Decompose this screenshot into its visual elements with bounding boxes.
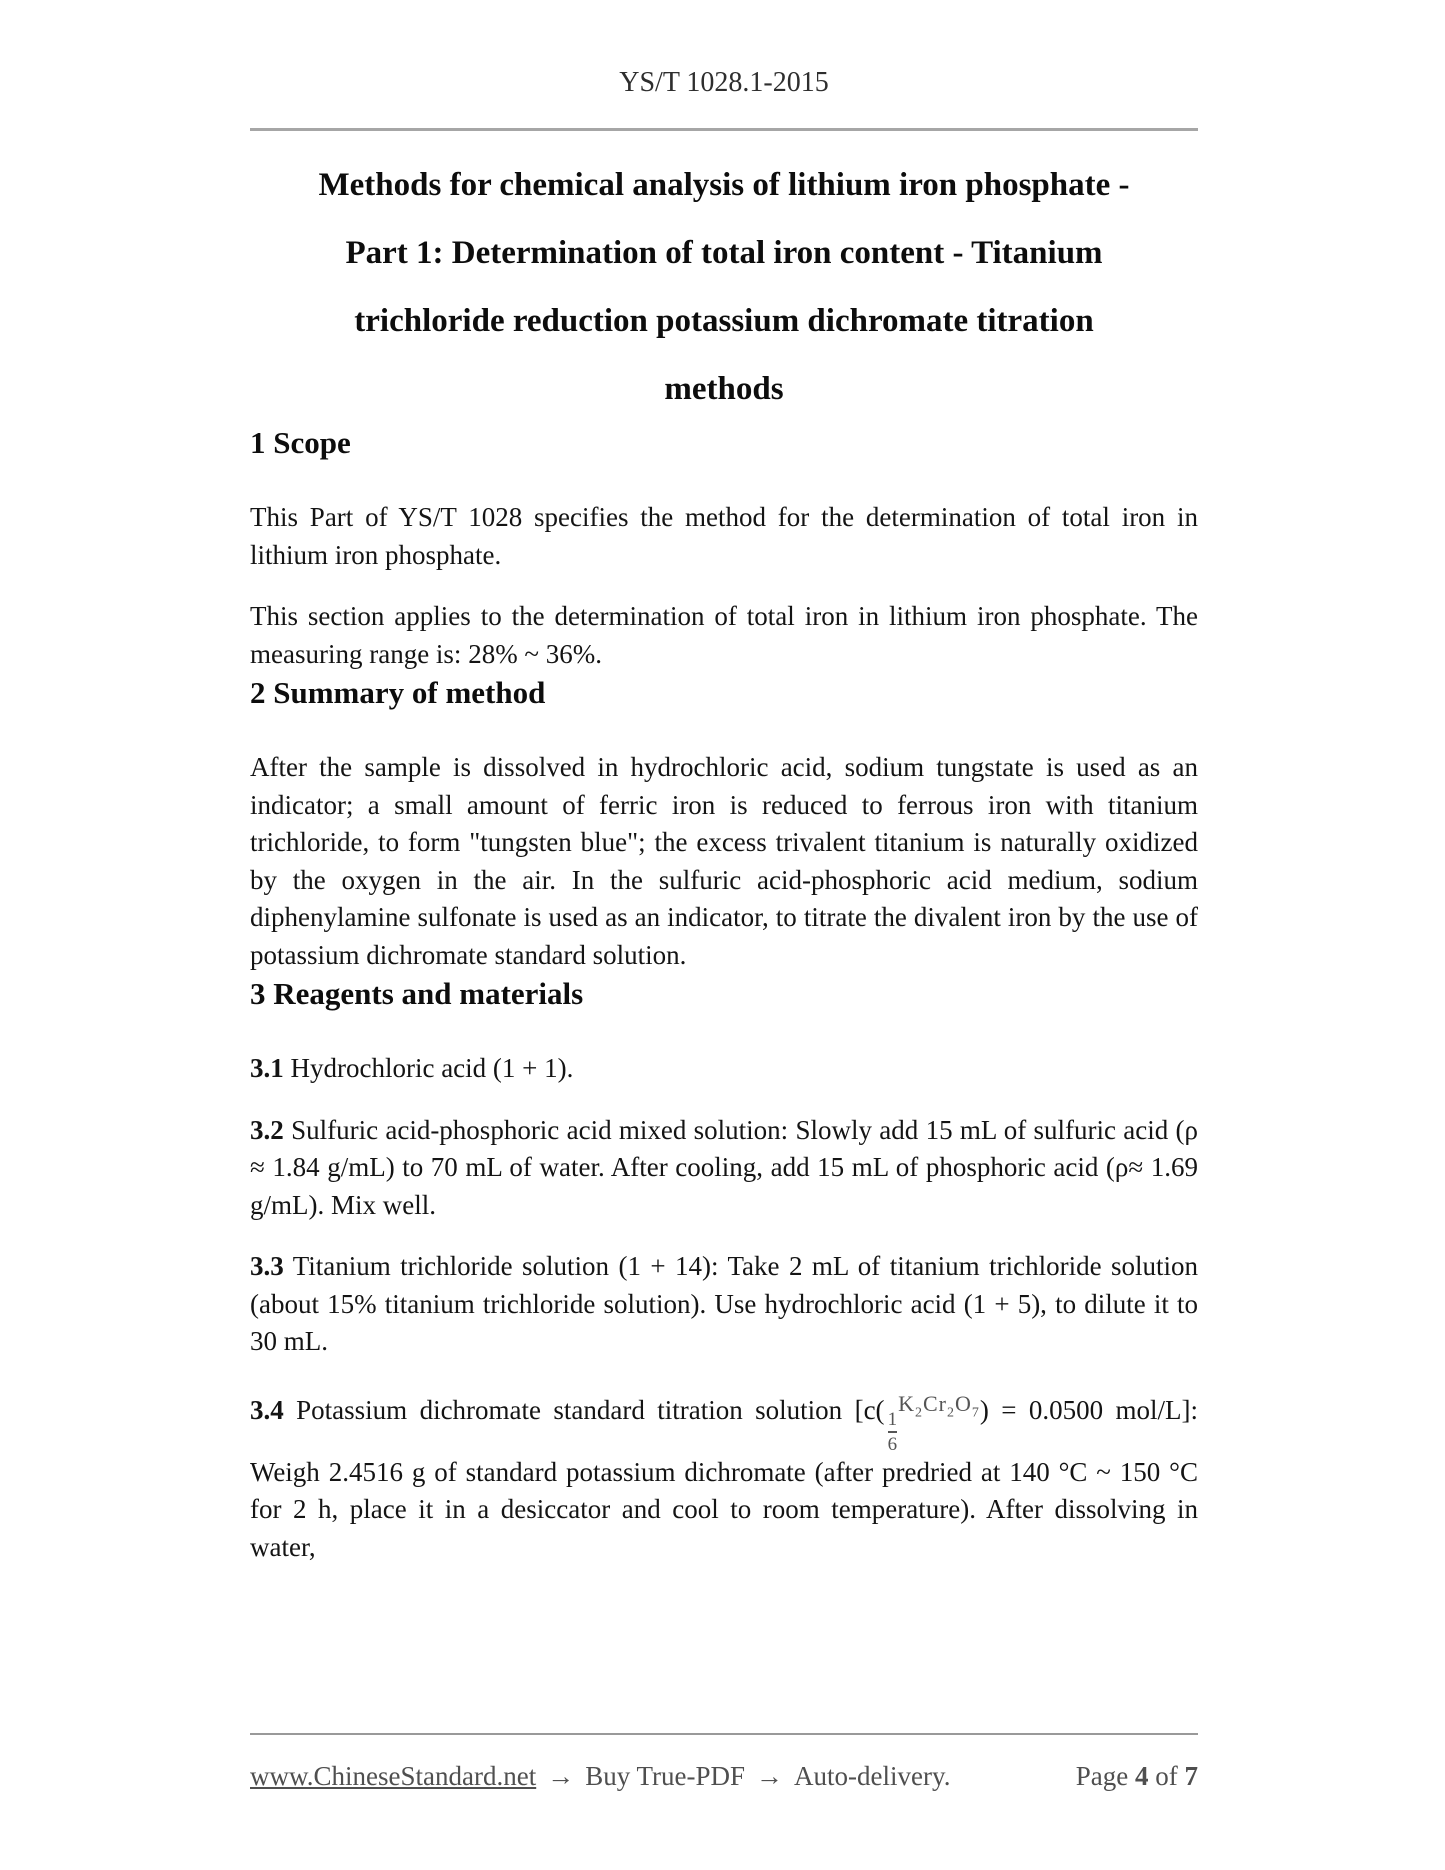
reagent-item-text: Sulfuric acid-phosphoric acid mixed solution: Slowly add 15 mL of sulfuric acid (ρ ≈ 1.84 g/mL) to 70 mL of water. After cooling, add 15 mL of phosphoric acid (ρ≈ 1.69 g/mL). Mix well. bbox=[250, 1114, 1199, 1220]
section-heading-scope: 1 Scope bbox=[250, 425, 351, 460]
page-footer bbox=[250, 1733, 1198, 1792]
page-of-label: of bbox=[1155, 1761, 1178, 1791]
reagent-item-3-4 bbox=[250, 1385, 1198, 1567]
scope-paragraph-1: This Part of YS/T 1028 specifies the method for the determination of total iron in lithium iron phosphate. bbox=[250, 502, 1198, 570]
reagent-item-number: 3.4 bbox=[250, 1394, 284, 1425]
reagent-item-3-2 bbox=[250, 1112, 1198, 1225]
document-title bbox=[250, 151, 1198, 423]
header-divider bbox=[250, 128, 1198, 131]
arrow-right-icon: → bbox=[547, 1761, 575, 1791]
chem-subscript: 7 bbox=[971, 1404, 980, 1420]
reagent-item-text: ) = 0.0500 mol/L]: bbox=[979, 1394, 1198, 1425]
fraction-bar bbox=[888, 1431, 898, 1433]
page-number: 4 bbox=[1135, 1761, 1149, 1791]
footer-left bbox=[250, 1761, 950, 1792]
chem-element: O bbox=[954, 1390, 972, 1416]
footer-row bbox=[250, 1761, 1198, 1792]
reagent-item-3-1 bbox=[250, 1050, 1198, 1088]
reagent-item-3-3 bbox=[250, 1248, 1198, 1361]
document-title-line: Part 1: Determination of total iron content - Titanium bbox=[345, 235, 1103, 271]
reagent-item-number: 3.3 bbox=[250, 1251, 284, 1281]
chem-element: K bbox=[898, 1390, 915, 1416]
reagent-item-number: 3.2 bbox=[250, 1114, 284, 1145]
document-title-line: trichloride reduction potassium dichromate titration bbox=[354, 303, 1094, 339]
document-title-line: methods bbox=[664, 371, 784, 407]
reagent-item-text: Hydrochloric acid (1 + 1). bbox=[290, 1053, 574, 1083]
reagent-item-text: Titanium trichloride solution (1 + 14): Take 2 mL of titanium trichloride solution (about 15% titanium trichloride solution). Use hydrochloric acid (1 + 5), to dilute it to 30 mL. bbox=[250, 1251, 1198, 1356]
footer-delivery-label: Auto-delivery. bbox=[794, 1761, 951, 1791]
chem-subscript: 2 bbox=[946, 1404, 955, 1420]
summary-paragraph: After the sample is dissolved in hydrochloric acid, sodium tungstate is used as an indicator; a small amount of ferric iron is reduced to ferrous iron with titanium trichloride, to form "tungsten blue"; the excess trivalent titanium is naturally oxidized by the oxygen in the air. In the sulfuric acid-phosphoric acid medium, sodium diphenylamine sulfonate is used as an indicator, to titrate the divalent iron by the use of potassium dichromate standard solution. bbox=[250, 752, 1198, 970]
page-indicator bbox=[1076, 1761, 1198, 1792]
reagent-item-number: 3.1 bbox=[250, 1053, 284, 1083]
chemical-formula bbox=[898, 1390, 980, 1420]
page-total: 7 bbox=[1184, 1761, 1198, 1791]
reagent-item-text: Potassium dichromate standard titration solution [c( bbox=[296, 1394, 885, 1425]
page-label: Page bbox=[1075, 1761, 1129, 1791]
fraction-numerator: 1 bbox=[887, 1408, 898, 1430]
footer-buy-label: Buy True-PDF bbox=[585, 1761, 746, 1791]
section-heading-reagents: 3 Reagents and materials bbox=[250, 976, 584, 1011]
footer-link[interactable]: www.ChineseStandard.net bbox=[250, 1761, 537, 1791]
fraction bbox=[888, 1410, 898, 1454]
arrow-right-icon: → bbox=[756, 1761, 784, 1791]
document-title-line: Methods for chemical analysis of lithium iron phosphate - bbox=[318, 167, 1130, 203]
scope-paragraph-2: This section applies to the determination of total iron in lithium iron phosphate. The measuring range is: 28% ~ 36%. bbox=[250, 601, 1198, 669]
fraction-denominator: 6 bbox=[887, 1433, 898, 1455]
chem-subscript: 2 bbox=[914, 1404, 923, 1420]
section-heading-summary: 2 Summary of method bbox=[250, 675, 546, 710]
footer-divider bbox=[250, 1733, 1198, 1735]
page-content bbox=[250, 0, 1198, 1566]
doc-code: YS/T 1028.1-2015 bbox=[619, 67, 829, 98]
reagent-item-text: Weigh 2.4516 g of standard potassium dichromate (after predried at 140 °C ~ 150 °C for 2 h, place it in a desiccator and cool to room temperature). After dissolving in water, bbox=[250, 1456, 1198, 1562]
chem-element: Cr bbox=[922, 1390, 947, 1416]
